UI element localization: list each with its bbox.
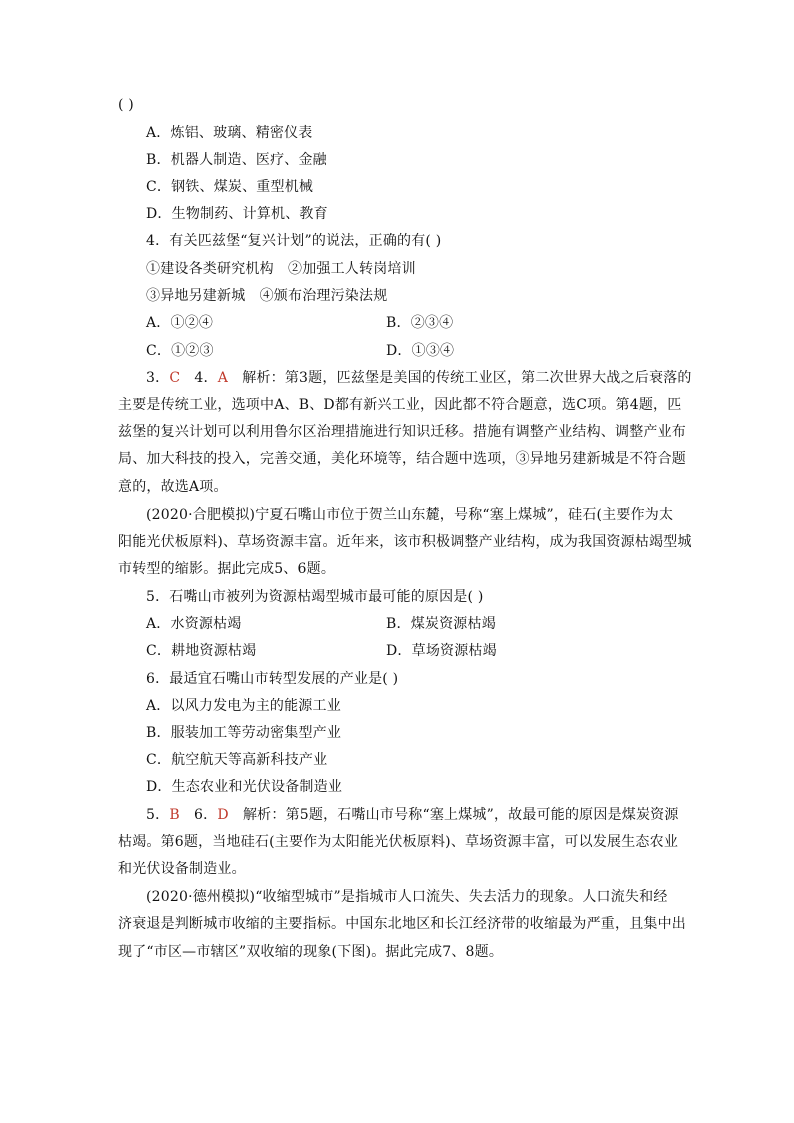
q5-option-b: B．煤炭资源枯竭 <box>386 616 496 632</box>
q5-option-d: D．草场资源枯竭 <box>386 643 497 659</box>
material-56-line-3: 市转型的缩影。据此完成5、6题。 <box>118 561 336 577</box>
answer-34-line-1 <box>146 369 692 387</box>
answer-34-line-2: 主要是传统工业，选项中A、B、D都有新兴工业，因此都不符合题意，选C项。第4题，匹 <box>118 397 682 413</box>
answer-56-text-1: 解析：第5题，石嘴山市号称“塞上煤城”，故最可能的原因是煤炭资源 <box>228 807 679 823</box>
answer-34-line-5: 意的，故选A项。 <box>118 479 228 495</box>
q5-option-a: A．水资源枯竭 <box>146 616 242 632</box>
q4-option-d: D．①③④ <box>386 343 455 359</box>
q4-option-a: A．①②④ <box>146 315 214 331</box>
q6-option-a: A．以风力发电为主的能源工业 <box>146 698 341 714</box>
q6-stem: 6．最适宜石嘴山市转型发展的产业是( ) <box>146 671 399 687</box>
q5-stem: 5．石嘴山市被列为资源枯竭型城市最可能的原因是( ) <box>146 589 484 605</box>
answer-34-text-1: 解析：第3题，匹兹堡是美国的传统工业区，第二次世界大战之后衰落的 <box>228 370 692 386</box>
material-78-line-2: 济衰退是判断城市收缩的主要指标。中国东北地区和长江经济带的收缩最为严重，且集中出 <box>118 916 686 932</box>
q3-option-d: D．生物制药、计算机、教育 <box>146 206 328 222</box>
material-56-line-2: 阳能光伏板原料)、草场资源丰富。近年来，该市积极调整产业结构，成为我国资源枯竭型城 <box>118 534 692 550</box>
q4-stem: 4．有关匹兹堡“复兴计划”的说法，正确的有( ) <box>146 233 442 249</box>
answer-4-letter: A <box>217 370 229 386</box>
answer-56-prefix: 5． <box>146 807 170 823</box>
q4-item-line-1: ①建设各类研究机构 ②加强工人转岗培训 <box>146 261 416 277</box>
answer-34-line-4: 局、加大科技的投入，完善交通，美化环境等，结合题中选项，③异地另建新城是不符合题 <box>118 451 686 467</box>
answer-56-line-2: 枯竭。第6题，当地硅石(主要作为太阳能光伏板原料)、草场资源丰富，可以发展生态农业 <box>118 834 679 850</box>
q6-option-c: C．航空航天等高新科技产业 <box>146 752 328 768</box>
answer-6-letter: D <box>217 807 229 823</box>
q3-option-a: A．炼铝、玻璃、精密仪表 <box>146 125 313 141</box>
q5-option-c: C．耕地资源枯竭 <box>146 643 257 659</box>
q4-option-c: C．①②③ <box>146 343 214 359</box>
material-78-line-3: 现了“市区—市辖区”双收缩的现象(下图)。据此完成7、8题。 <box>118 944 504 960</box>
answer-5-letter: B <box>169 807 180 823</box>
q6-option-d: D．生态农业和光伏设备制造业 <box>146 779 343 795</box>
q3-answer-paren: ( ) <box>118 97 134 113</box>
material-56-line-1: (2020·合肥模拟)宁夏石嘴山市位于贺兰山东麓，号称“塞上煤城”，硅石(主要作为太 <box>146 507 674 523</box>
answer-3-letter: C <box>169 370 181 386</box>
material-78-line-1: (2020·德州模拟)“收缩型城市”是指城市人口流失、失去活力的现象。人口流失和经 <box>146 889 668 905</box>
answer-56-mid: 6． <box>179 807 218 823</box>
answer-56-line-1 <box>146 806 679 824</box>
q4-item-line-2: ③异地另建新城 ④颁布治理污染法规 <box>146 288 388 304</box>
q6-option-b: B．服装加工等劳动密集型产业 <box>146 725 342 741</box>
answer-34-line-3: 兹堡的复兴计划可以利用鲁尔区治理措施进行知识迁移。措施有调整产业结构、调整产业布 <box>118 424 686 440</box>
q3-option-c: C．钢铁、煤炭、重型机械 <box>146 179 314 195</box>
q3-option-b: B．机器人制造、医疗、金融 <box>146 152 327 168</box>
answer-34-mid: 4． <box>180 370 218 386</box>
answer-34-prefix: 3． <box>146 370 170 386</box>
answer-56-line-3: 和光伏设备制造业。 <box>118 861 246 877</box>
q4-option-b: B．②③④ <box>386 315 454 331</box>
